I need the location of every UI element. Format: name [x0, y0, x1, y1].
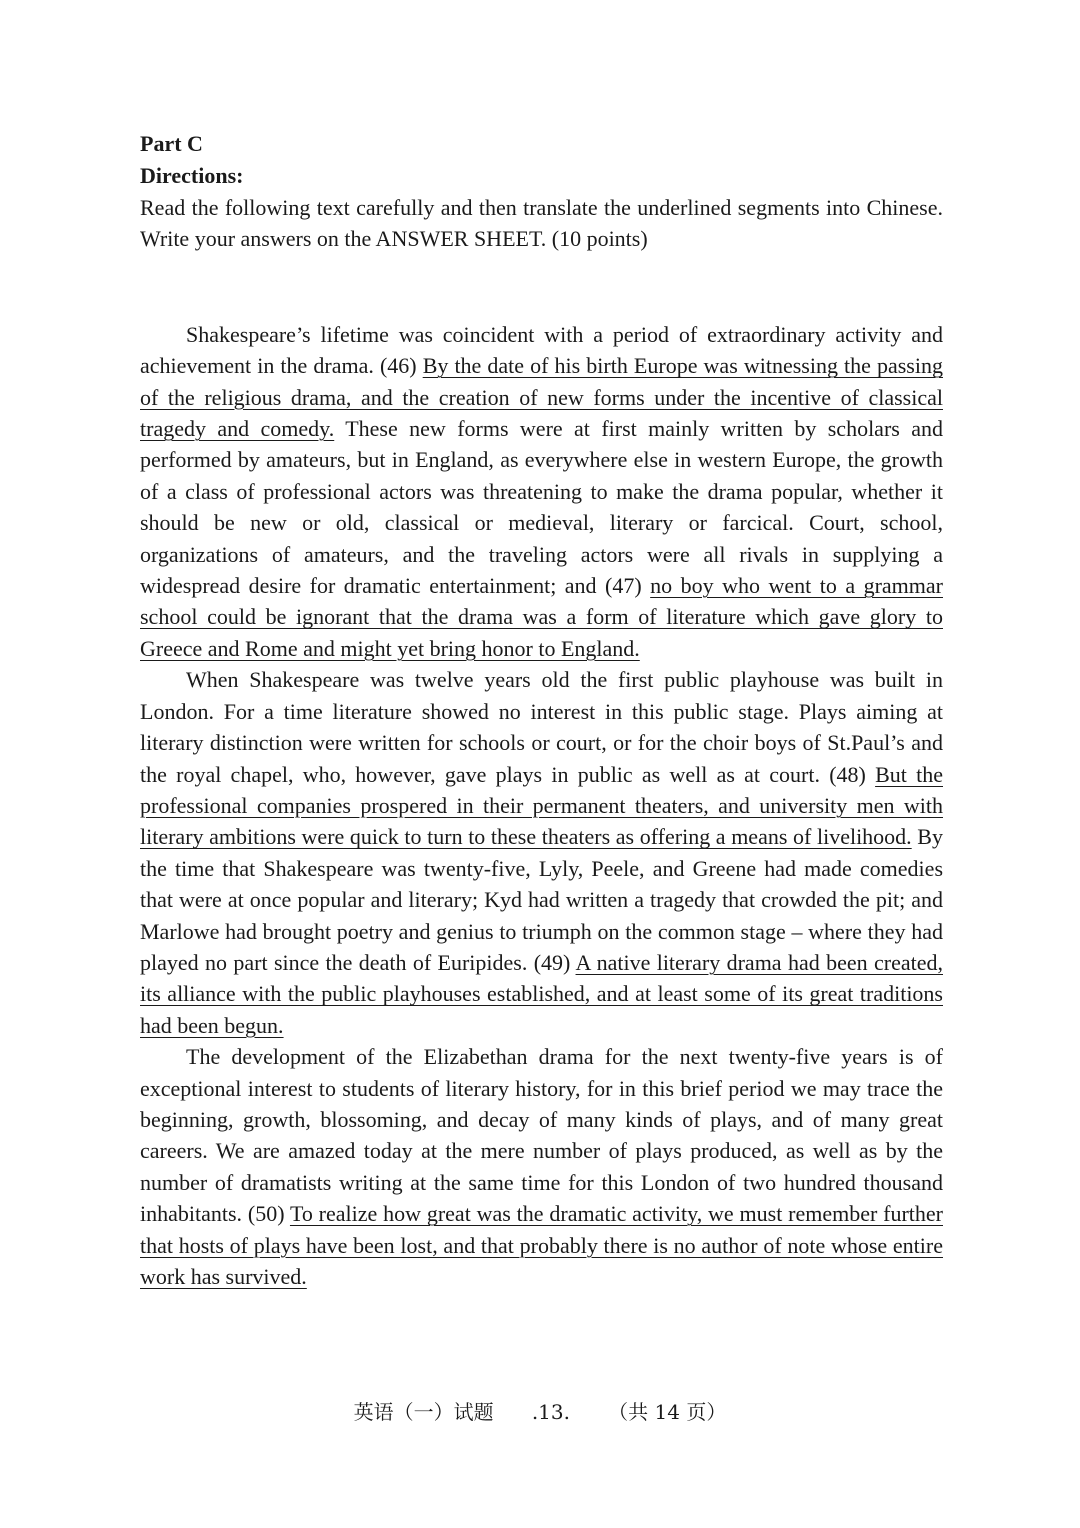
footer-subject: 英语（一）试题: [353, 1400, 494, 1424]
passage-paragraph-2: [140, 664, 943, 1041]
page-footer: [0, 1398, 1080, 1426]
passage-paragraph-1: [140, 319, 943, 664]
footer-total-pages: （共 14 页）: [608, 1400, 727, 1424]
underlined-segment-48: But the professional companies prospered in their permanent theaters, and university men with literary ambitions were quick to turn to these theaters as offering a means of livelihood.: [140, 761, 943, 850]
paragraph-text: By the time that Shakespeare was twenty-five, Lyly, Peele, and Greene had made comedies that were at once popular and literary; Kyd had written a tragedy that crowded the pit; and Marlowe had brought poetry and genius to triumph on the common stage – where they had played no part since the death of Euripides. (49): [140, 824, 943, 975]
paragraph-text: These new forms were at first mainly written by scholars and performed by amateurs, but in England, as everywhere else in western Europe, the growth of a class of professional actors was threatening to make the drama popular, whether it should be new or old, classical or medieval, literary or farcical. Court, school, organizations of amateurs, and the traveling actors were all rivals in supplying a widespread desire for dramatic entertainment; and (47): [140, 416, 943, 599]
passage-paragraph-3: [140, 1041, 943, 1292]
directions-heading: Directions:: [140, 163, 244, 188]
underlined-segment-47: no boy who went to a grammar school could be ignorant that the drama was a form of literature which gave glory to Greece and Rome and might yet bring honor to England.: [140, 573, 943, 661]
paragraph-text: The development of the Elizabethan drama for the next twenty-five years is of exceptional interest to students of literary history, for in this brief period we may trace the beginning, growth, blossoming, and decay of many kinds of plays, and of many great careers. We are amazed today at the mere number of plays produced, as well as by the number of dramatists writing at the same time for this London of two hundred thousand inhabitants. (50): [140, 1044, 943, 1227]
underlined-segment-46: By the date of his birth Europe was witnessing the passing of the religious drama, and the creation of new forms under the incentive of classical tragedy and comedy.: [140, 353, 943, 442]
directions-text: Read the following text carefully and then translate the underlined segments into Chinese. Write your answers on the ANSWER SHEET. (10 points): [140, 195, 943, 252]
underlined-segment-50: To realize how great was the dramatic activity, we must remember further that hosts of plays have been lost, and that probably there is no author of note whose entire work has survived.: [140, 1201, 943, 1289]
part-heading: Part C: [140, 131, 203, 156]
exam-page: [140, 128, 943, 1292]
paragraph-text: When Shakespeare was twelve years old the first public playhouse was built in London. For a time literature showed no interest in this public stage. Plays aiming at literary distinction were written for schools or court, or for the choir boys of St.Paul’s and the royal chapel, who, however, gave plays in public as well as at court. (48): [140, 667, 943, 787]
paragraph-text: Shakespeare’s lifetime was coincident with a period of extraordinary activity and achievement in the drama. (46): [140, 321, 943, 379]
footer-page-marker: .13.: [531, 1400, 570, 1424]
underlined-segment-49: A native literary drama had been created, its alliance with the public playhouses established, and at least some of its great traditions had been begun.: [140, 949, 943, 1038]
reading-passage: [140, 319, 943, 1293]
